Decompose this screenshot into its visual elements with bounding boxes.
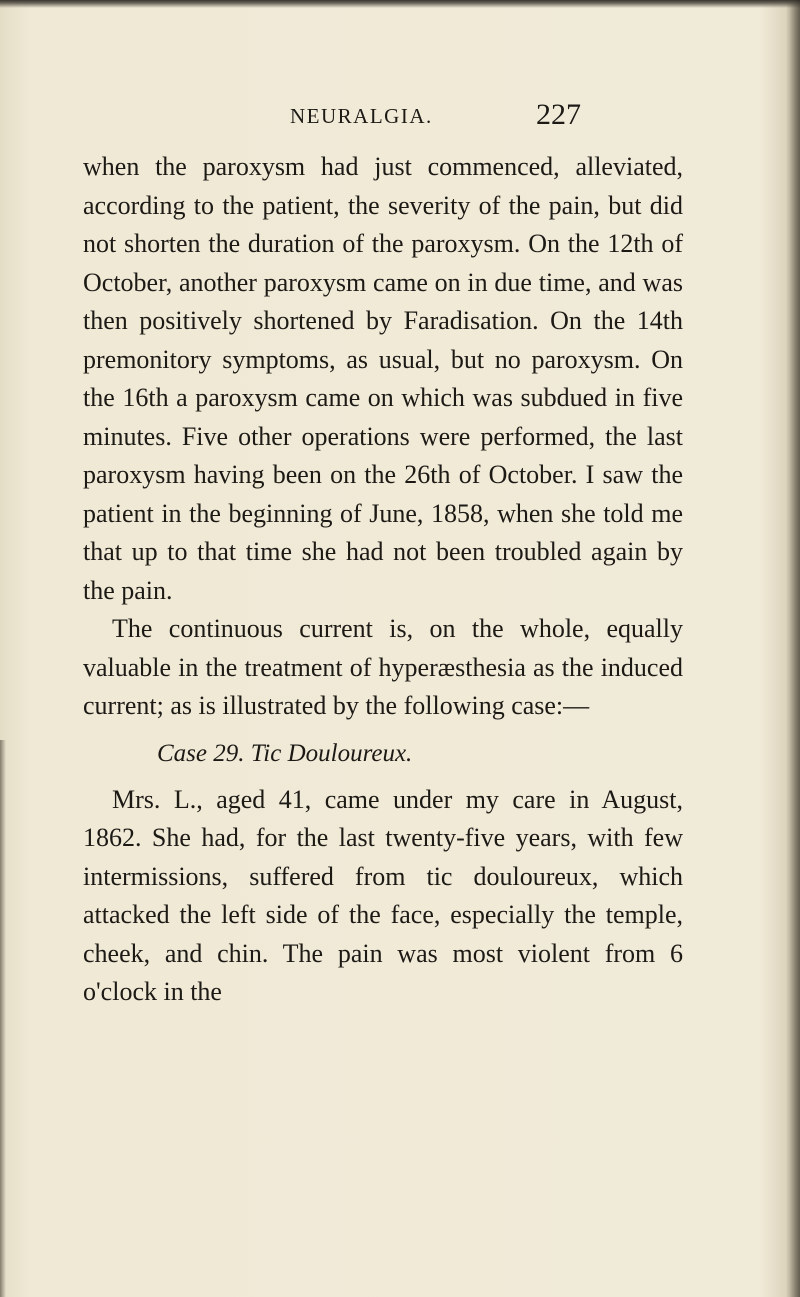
page-top-edge (0, 0, 800, 8)
running-title: NEURALGIA. (290, 104, 433, 128)
page-number: 227 (536, 98, 581, 131)
body-text (83, 148, 683, 1012)
paragraph-continuous-current: The continuous current is, on the whole, equally valuable in the treatment of hyperæsthesia as the induced current; as is illustrated by the following case:— (83, 614, 683, 720)
paragraph-case-description: Mrs. L., aged 41, came under my care in August, 1862. She had, for the last twenty-five years, with few intermissions, suffered from tic douloureux, which attacked the left side of the face, especially the temple, cheek, and chin. The pain was most violent from 6 o'clock in the (83, 784, 683, 1006)
page-left-edge-shadow (0, 740, 6, 1297)
paragraph-continuation: when the paroxysm had just commenced, alleviated, according to the patient, the severity of the pain, but did not shorten the duration of the paroxysm. On the 12th of October, another paroxysm came on in due time, and was then positively shortened by Faradisation. On the 14th premonitory symptoms, as usual, but no paroxysm. On the 16th a paroxysm came on which was subdued in five minutes. Five other operations were performed, the last paroxysm having been on the 26th of October. I saw the patient in the beginning of June, 1858, when she told me that up to that time she had not been troubled again by the pain. (83, 152, 683, 605)
page-right-edge-shadow (786, 0, 800, 1297)
case-heading: Case 29. Tic Douloureux. (157, 739, 413, 767)
running-head (290, 98, 760, 138)
